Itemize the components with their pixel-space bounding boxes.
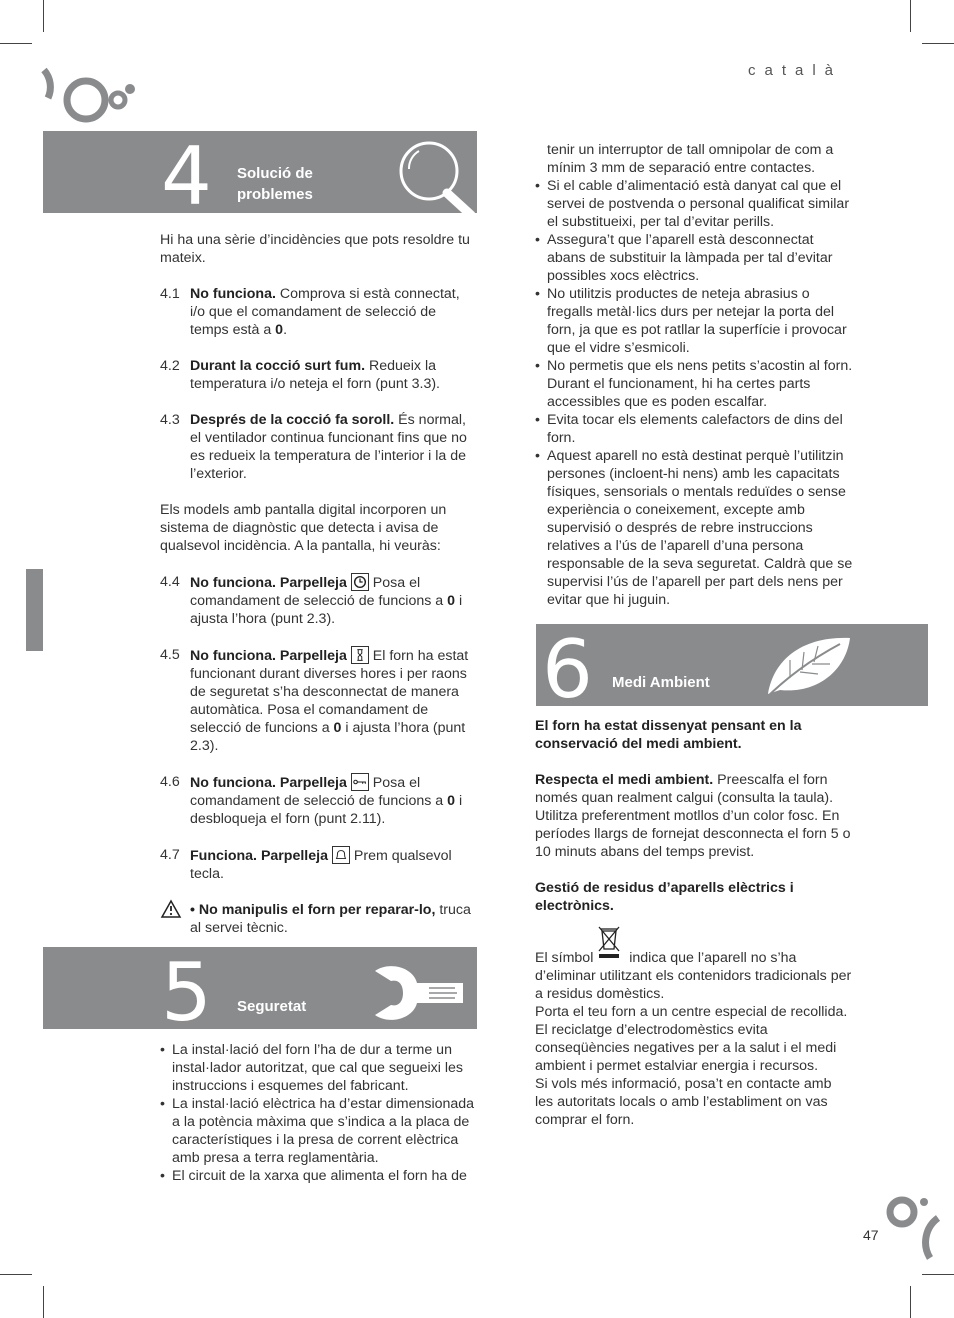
clock-icon bbox=[351, 573, 369, 591]
section-title: Medi Ambient bbox=[612, 674, 710, 691]
key-icon bbox=[351, 773, 369, 791]
env-paragraph: El reciclatge d’electrodomèstics evita conseqüències negatives per a la salut i el medi ambient i permet estalviar energia i recursos. bbox=[535, 1022, 837, 1074]
crop-mark bbox=[43, 0, 44, 32]
safety-bullet: • Assegura’t que l’aparell està desconnectat abans de substituir la làmpada per tal d’evitar possibles xocs elèctrics. bbox=[535, 231, 853, 285]
troubleshoot-item: 4.7 Funciona. Parpelleja Prem qualsevol tecla. bbox=[160, 847, 452, 882]
env-paragraph: Porta el teu forn a un centre especial de recollida. bbox=[535, 1004, 848, 1020]
section-6-header bbox=[536, 624, 928, 706]
language-label: català bbox=[748, 62, 843, 79]
crop-mark bbox=[910, 1286, 911, 1318]
troubleshoot-item: 4.6 No funciona. Parpelleja Posa el comandament de selecció de funcions a 0 i desbloqueja el forn (punt 2.11). bbox=[160, 774, 463, 827]
hourglass-icon bbox=[351, 646, 369, 664]
magnifier-icon bbox=[393, 139, 477, 213]
section-number: 4 bbox=[161, 131, 212, 213]
troubleshoot-item: 4.2 Durant la cocció surt fum. Redueix la temperatura i/o neteja el forn (punt 3.3). bbox=[160, 358, 440, 392]
troubleshoot-item: 4.3 Després de la cocció fa soroll. És normal, el ventilador continua funcionant fins que no es redueix la temperatura de l’interior i la de l’exterior. bbox=[160, 412, 467, 482]
section-title: Solució de problemes bbox=[237, 165, 313, 203]
section-5-header bbox=[43, 947, 477, 1029]
waste-symbol-text: El símbol indica que l’aparell no s’ha d’eliminar utilitzant els contenidors tradicionals per a residus domèstics. bbox=[535, 949, 853, 1003]
leaf-icon bbox=[760, 630, 856, 702]
section-title: Seguretat bbox=[237, 998, 307, 1015]
safety-bullet: • La instal·lació del forn l’ha de dur a terme un instal·lador autoritzat, que cal que segueixi les instruccions i esquemes del fabricant. bbox=[160, 1041, 478, 1095]
digital-intro-text: Els models amb pantalla digital incorporen un sistema de diagnòstic que detecta i avisa de qualsevol incidència. A la pantalla, hi veuràs: bbox=[160, 502, 447, 554]
section-4-header bbox=[43, 131, 477, 213]
intro-text: Hi ha una sèrie d’incidències que pots resoldre tu mateix. bbox=[160, 232, 470, 266]
weee-bin-icon bbox=[597, 925, 621, 959]
safety-bullet: • No permetis que els nens petits s’acostin al forn. Durant el funcionament, hi ha certes parts accessibles que es poden escalfar. bbox=[535, 357, 853, 411]
safety-bullet: • La instal·lació elèctrica ha d’estar dimensionada a la potència màxima que s’indica a la placa de característiques i la presa de corrent elèctrica amb presa a terra reglamentària. bbox=[160, 1095, 478, 1167]
safety-bullet: • Si el cable d’alimentació està danyat cal que el servei de postvenda o personal qualificat similar el substitueixi, per tal d’evitar perills. bbox=[535, 177, 853, 231]
wrench-icon bbox=[369, 961, 469, 1025]
safety-bullet: • Aquest aparell no està destinat perquè l’utilitzin persones (incloent-hi nens) amb les capacitats físiques, sensorials o mentals reduïdes o sense experiència o coneixement, excepte amb supervisió o després de rebre instruccions relatives a l’ús de l’aparell d’una persona responsable de la seva seguretat. Caldrà que se supervisi l’ús de l’aparell per part dels nens per evitar que hi juguin. bbox=[535, 447, 853, 609]
brand-circles-icon bbox=[880, 1192, 940, 1262]
warning-note: • No manipulis el forn per reparar-lo, truca al servei tècnic. bbox=[160, 901, 478, 937]
crop-mark bbox=[0, 43, 32, 44]
crop-mark bbox=[910, 0, 911, 32]
waste-heading: Gestió de residus d’aparells elèctrics i electrònics. bbox=[535, 880, 794, 914]
safety-bullet: • No utilitzis productes de neteja abrasius o fregalls metàl·lics durs per netejar la porta del forn, ja que es pot ratllar la superfície i provocar que el vidre s’esmicoli. bbox=[535, 285, 853, 357]
sidebar-tab bbox=[26, 569, 43, 651]
brand-circles-icon bbox=[40, 62, 140, 134]
env-respect: Respecta el medi ambient. Preescalfa el forn només quan realment calgui (consulta la taula). Utilitza preferentment motllos d’un color fosc. En períodes llargs de fornejat desconnecta el forn 5 o 10 minuts abans del temps previst. bbox=[535, 772, 851, 860]
safety-continuation: tenir un interruptor de tall omnipolar de com a mínim 3 mm de separació entre contactes. bbox=[547, 142, 834, 176]
safety-bullet: • Evita tocar els elements calefactors de dins del forn. bbox=[535, 411, 853, 447]
page-number: 47 bbox=[863, 1227, 879, 1243]
section-6-body bbox=[535, 717, 853, 1129]
bell-icon bbox=[332, 846, 350, 864]
env-paragraph: Si vols més informació, posa’t en contacte amb les autoritats locals o amb l’establiment on vas comprar el forn. bbox=[535, 1076, 832, 1128]
section-4-body bbox=[160, 231, 478, 937]
crop-mark bbox=[922, 1274, 954, 1275]
crop-mark bbox=[0, 1274, 32, 1275]
troubleshoot-item: 4.5 No funciona. Parpelleja El forn ha estat funcionant durant diverses hores i per raons de seguretat s’ha desconnectat de manera automàtica. Posa el comandament de selecció de funcions a 0 i ajusta l’hora (punt 2.3). bbox=[160, 647, 469, 754]
env-lead: El forn ha estat dissenyat pensant en la conservació del medi ambient. bbox=[535, 718, 802, 752]
troubleshoot-item: 4.4 No funciona. Parpelleja Posa el comandament de selecció de funcions a 0 i ajusta l’hora (punt 2.3). bbox=[160, 574, 463, 627]
safety-bullet: • El circuit de la xarxa que alimenta el forn ha de bbox=[160, 1167, 478, 1185]
section-number: 5 bbox=[161, 947, 212, 1029]
crop-mark bbox=[43, 1286, 44, 1318]
crop-mark bbox=[922, 43, 954, 44]
troubleshoot-item: 4.1 No funciona. Comprova si està connectat, i/o que el comandament de selecció de temps està a 0. bbox=[160, 286, 460, 338]
section-number: 6 bbox=[542, 624, 593, 706]
section-5-body-left bbox=[160, 1041, 478, 1185]
section-5-body-right bbox=[535, 141, 853, 609]
warning-icon bbox=[160, 899, 182, 919]
